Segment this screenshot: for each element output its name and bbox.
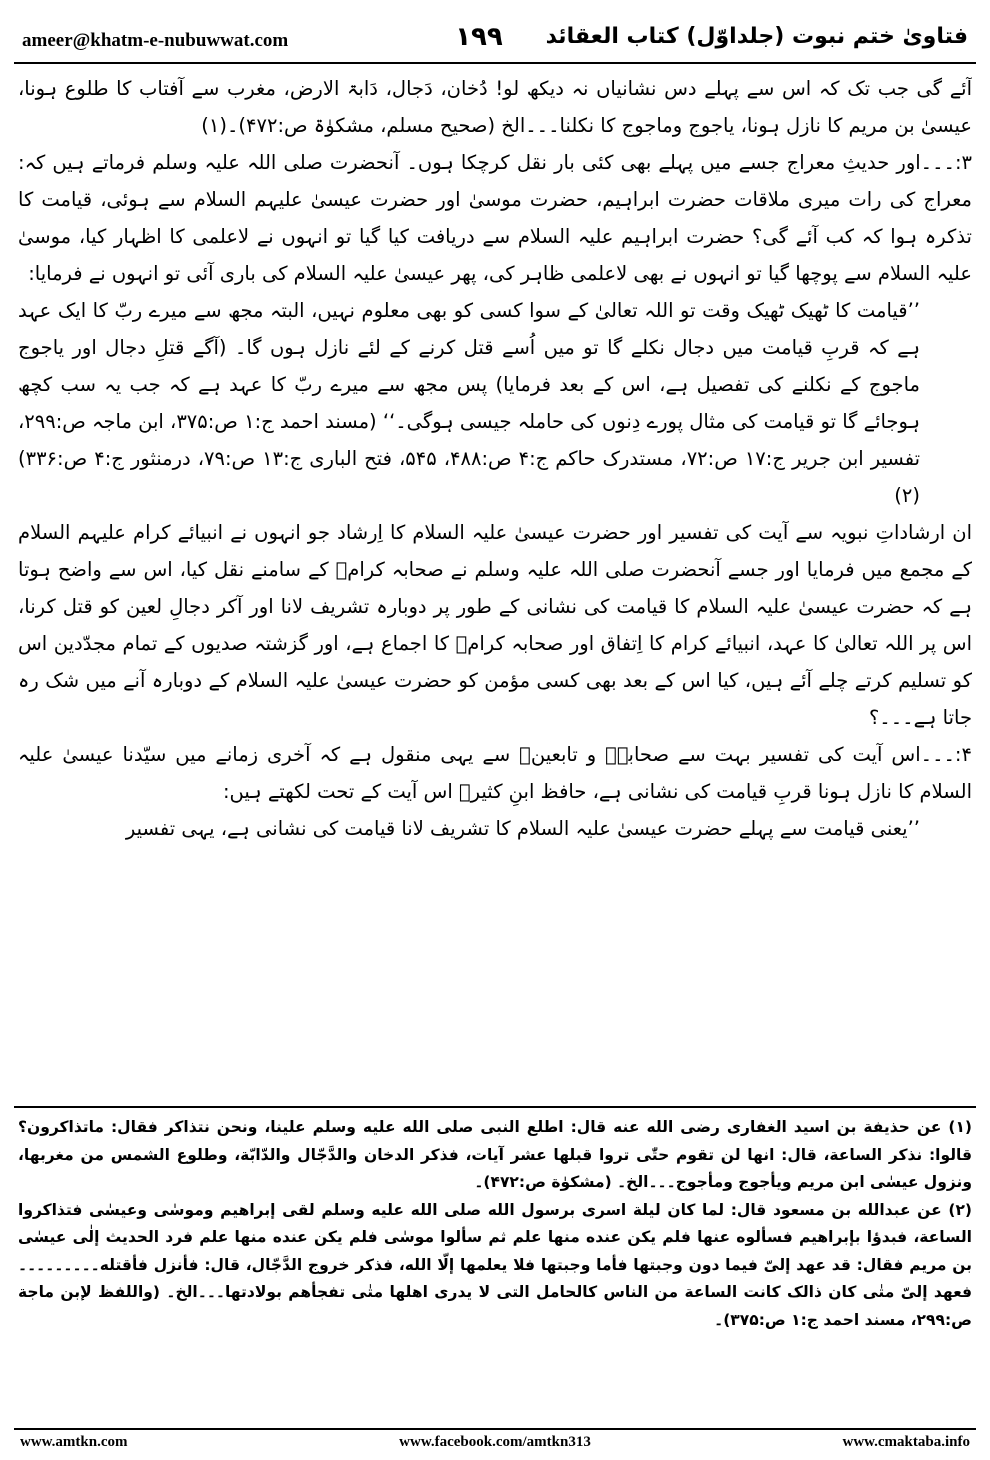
header-email[interactable]: ameer@khatm-e-nubuwwat.com — [22, 30, 289, 51]
paragraph-1: آئے گی جب تک کہ اس سے پہلے دس نشانیاں نہ دیکھ لو! دُخان، دَجال، دَابۃ الارض، مغرب سے آفتاب کا طلوع ہونا، عیسیٰ بن مریم کا نازل ہونا، یاجوج وماجوج کا نکلنا۔۔۔الخ (صحیح مسلم، مشکوٰۃ ص:۴۷۲)۔(۱) — [18, 77, 972, 137]
footer-link-facebook[interactable]: www.facebook.com/amtkn313 — [399, 1434, 591, 1450]
footnotes — [18, 1114, 972, 1424]
main-text — [18, 70, 972, 1100]
paragraph-2: ۳:۔۔۔اور حدیثِ معراج جسے میں پہلے بھی کئی بار نقل کرچکا ہوں۔ آنحضرت صلی اللہ علیہ وسلم فرماتے ہیں کہ: معراج کی رات میری ملاقات حضرت ابراہیم، حضرت موسیٰ اور حضرت عیسیٰ علیہم السلام سے ہوئی، قیامت کا تذکرہ ہوا کہ کب آئے گی؟ حضرت ابراہیم علیہ السلام سے دریافت کیا گیا تو انہوں نے لاعلمی کا اظہار کیا، موسیٰ علیہ السلام سے پوچھا گیا تو انہوں نے بھی لاعلمی ظاہر کی، پھر عیسیٰ علیہ السلام کی باری آئی تو انہوں نے فرمایا: — [18, 151, 972, 285]
footnote-divider — [14, 1106, 976, 1108]
footer-link-amtkn[interactable]: www.amtkn.com — [20, 1434, 128, 1450]
header-divider — [14, 62, 976, 64]
quote-block-2: ’’یعنی قیامت سے پہلے حضرت عیسیٰ علیہ السلام کا تشریف لانا قیامت کی نشانی ہے، یہی تفسیر — [125, 817, 920, 840]
page-footer — [14, 1432, 976, 1456]
quote-block-1: ’’قیامت کا ٹھیک ٹھیک وقت تو اللہ تعالیٰ کے سوا کسی کو بھی معلوم نہیں، البتہ مجھ سے میرے ربّ کا ایک عہد ہے کہ قربِ قیامت میں دجال نکلے گا تو میں اُسے قتل کرنے کے لئے نازل ہوں گا۔ (آگے قتلِ دجال اور یاجوج ماجوج کے نکلنے کی تفصیل ہے، اس کے بعد فرمایا) پس مجھ سے میرے ربّ کا عہد ہے کہ جب یہ سب کچھ ہوجائے گا تو قیامت کی مثال پورے دِنوں کی حاملہ جیسی ہوگی۔‘‘ (مسند احمد ج:۱ ص:۳۷۵، ابن ماجہ ص:۲۹۹، تفسیر ابن جریر ج:۱۷ ص:۷۲، مستدرک حاکم ج:۴ ص:۴۸۸، ۵۴۵، فتح الباری ج:۱۳ ص:۷۹، درمنثور ج:۴ ص:۳۳۶)(۲) — [18, 299, 921, 507]
page-header — [14, 18, 976, 58]
page-number: ۱۹۹ — [455, 22, 503, 52]
paragraph-3: ان ارشاداتِ نبویہ سے آیت کی تفسیر اور حضرت عیسیٰ علیہ السلام کا اِرشاد جو انہوں نے انبیائے کرام علیہم السلام کے مجمع میں فرمایا اور جسے آنحضرت صلی اللہ علیہ وسلم نے صحابہ کرامؓ کے سامنے نقل کیا، اس سے واضح ہوتا ہے کہ حضرت عیسیٰ علیہ السلام کا قیامت کی نشانی کے طور پر دوبارہ تشریف لانا اور آکر دجالِ لعین کو قتل کرنا، اس پر اللہ تعالیٰ کا عہد، انبیائے کرام کا اِتفاق اور صحابہ کرامؓ کا اجماع ہے، اور گزشتہ صدیوں کے تمام مجدّدین اس کو تسلیم کرتے چلے آئے ہیں، کیا اس کے بعد بھی کسی مؤمن کو حضرت عیسیٰ علیہ السلام کے دوبارہ آنے میں شک رہ جاتا ہے۔۔۔؟ — [18, 521, 972, 729]
footer-link-cmaktaba[interactable]: www.cmaktaba.info — [842, 1434, 970, 1450]
footnote-1: (۱) عن حذیفة بن اسید الغفاری رضی الله عنه قال: اطلع النبی صلی الله علیه وسلم علینا، ونحن نتذاکر فقال: ماتذاکرون؟ قالوا: نذکر الساعة، قال: انها لن تقوم حتّٰی تروا قبلها عشر آیات، فذکر الدخان والدَّجّال والدّابّة، وطلوع الشمس من مغربها، ونزول عیسٰی ابن مریم ویأجوج ومأجوج۔۔۔الخ۔ (مشکوٰة ص:۴۷۲)۔ — [18, 1118, 972, 1191]
footer-divider — [14, 1428, 976, 1430]
book-title: فتاویٰ ختم نبوت (جلداوّل) کتاب العقائد — [545, 24, 968, 49]
paragraph-4: ۴:۔۔۔اس آیت کی تفسیر بہت سے صحابہؓ و تابعینؒ سے یہی منقول ہے کہ آخری زمانے میں سیّدنا عیسیٰ علیہ السلام کا نازل ہونا قربِ قیامت کی نشانی ہے، حافظ ابنِ کثیرؒ اس آیت کے تحت لکھتے ہیں: — [18, 743, 972, 803]
footnote-2: (۲) عن عبدالله بن مسعود قال: لما کان لیلة اسری برسول الله صلی الله علیه وسلم لقی إبراهیم وموسٰی وعیسٰی فتذاکروا الساعة، فبدؤا بإبراهیم فسألوه عنها فلم یکن عنده منها علم ثم سألوا موسٰی فلم یکن عنده منها علم فرد الحدیث إلٰی عیسٰی بن مریم فقال: قد عهد إلیّ فیما دون وجبتها فأما وجبتها فلا یعلمها إلّا الله، فذکر خروج الدَّجّال، قال: فأنزل فأقتله۔۔۔۔۔۔۔۔۔ فعهد إلیّ متٰی کان ذالک کانت الساعة من الناس کالحامل التی لا یدری اهلها متٰی تفجأهم بولادتها۔۔۔الخ۔ (واللفظ لإبن ماجة ص:۲۹۹، مسند احمد ج:۱ ص:۳۷۵)۔ — [18, 1200, 972, 1329]
